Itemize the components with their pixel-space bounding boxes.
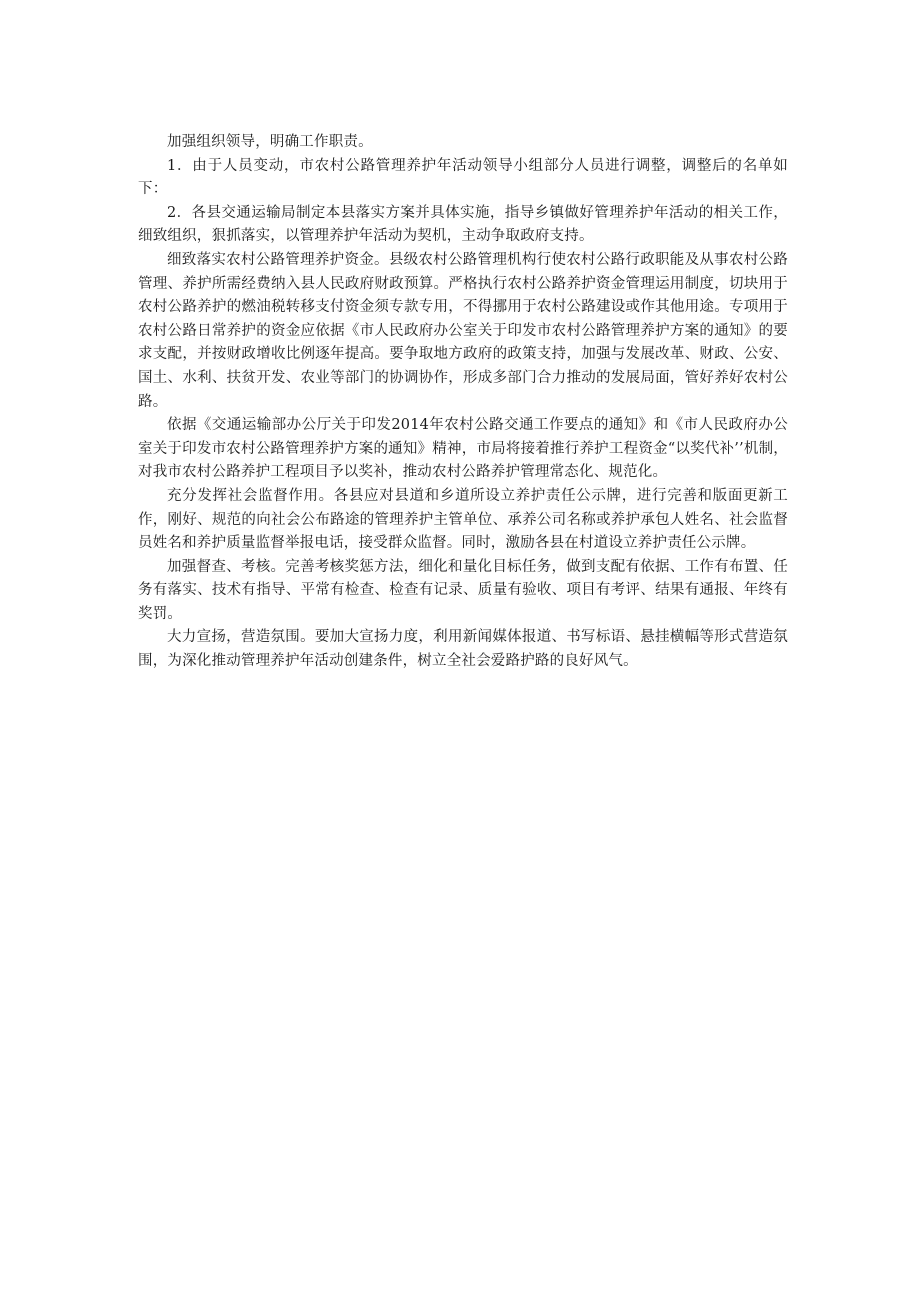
paragraph-inspection: 加强督查、考核。完善考核奖惩方法，细化和量化目标任务，做到支配有依据、工作有布置、任务有落实、技术有指导、平常有检查、检查有记录、质量有验收、项目有考评、结果有通报、年终有奖罚。	[138, 558, 788, 622]
paragraph-social-supervision: 充分发挥社会监督作用。各县应对县道和乡道所设立养护责任公示牌，进行完善和版面更新工作，刚好、规范的向社会公布路途的管理养护主管单位、承养公司名称或养护承包人姓名、社会监督员姓名和养护质量监督举报电话，接受群众监督。同时，激励各县在村道设立养护责任公示牌。	[138, 487, 788, 552]
paragraph-organization: 加强组织领导，明确工作职责。	[167, 134, 373, 150]
paragraph-publicity: 大力宣扬，营造氛围。要加大宣扬力度，利用新闻媒体报道、书写标语、悬挂横幅等形式营造氛围，为深化推动管理养护年活动创建条件，树立全社会爱路护路的良好风气。	[138, 629, 788, 670]
paragraph-policy-basis: 依据《交通运输部办公厅关于印发2014年农村公路交通工作要点的通知》和《市人民政府办公室关于印发市农村公路管理养护方案的通知》精神，市局将接着推行养护工程资金“以奖代补’’机制，对我市农村公路养护工程项目予以奖补，推动农村公路养护管理常态化、规范化。	[138, 417, 788, 481]
paragraph-item-2: 2．各县交通运输局制定本县落实方案并具体实施，指导乡镇做好管理养护年活动的相关工作，细致组织，狠抓落实，以管理养护年活动为契机，主动争取政府支持。	[138, 204, 788, 245]
document-body	[138, 131, 788, 674]
paragraph-funding: 细致落实农村公路管理养护资金。县级农村公路管理机构行使农村公路行政职能及从事农村公路管理、养护所需经费纳入县人民政府财政预算。严格执行农村公路养护资金管理运用制度，切块用于农村公路养护的燃油税转移支付资金须专款专用，不得挪用于农村公路建设或作其他用途。专项用于农村公路日常养护的资金应依据《市人民政府办公室关于印发市农村公路管理养护方案的通知》的要求支配，并按财政增收比例逐年提高。要争取地方政府的政策支持，加强与发展改革、财政、公安、国土、水利、扶贫开发、农业等部门的协调协作，形成多部门合力推动的发展局面，管好养好农村公路。	[138, 251, 788, 410]
paragraph-item-1: 1．由于人员变动，市农村公路管理养护年活动领导小组部分人员进行调整，调整后的名单如下：	[138, 157, 788, 198]
